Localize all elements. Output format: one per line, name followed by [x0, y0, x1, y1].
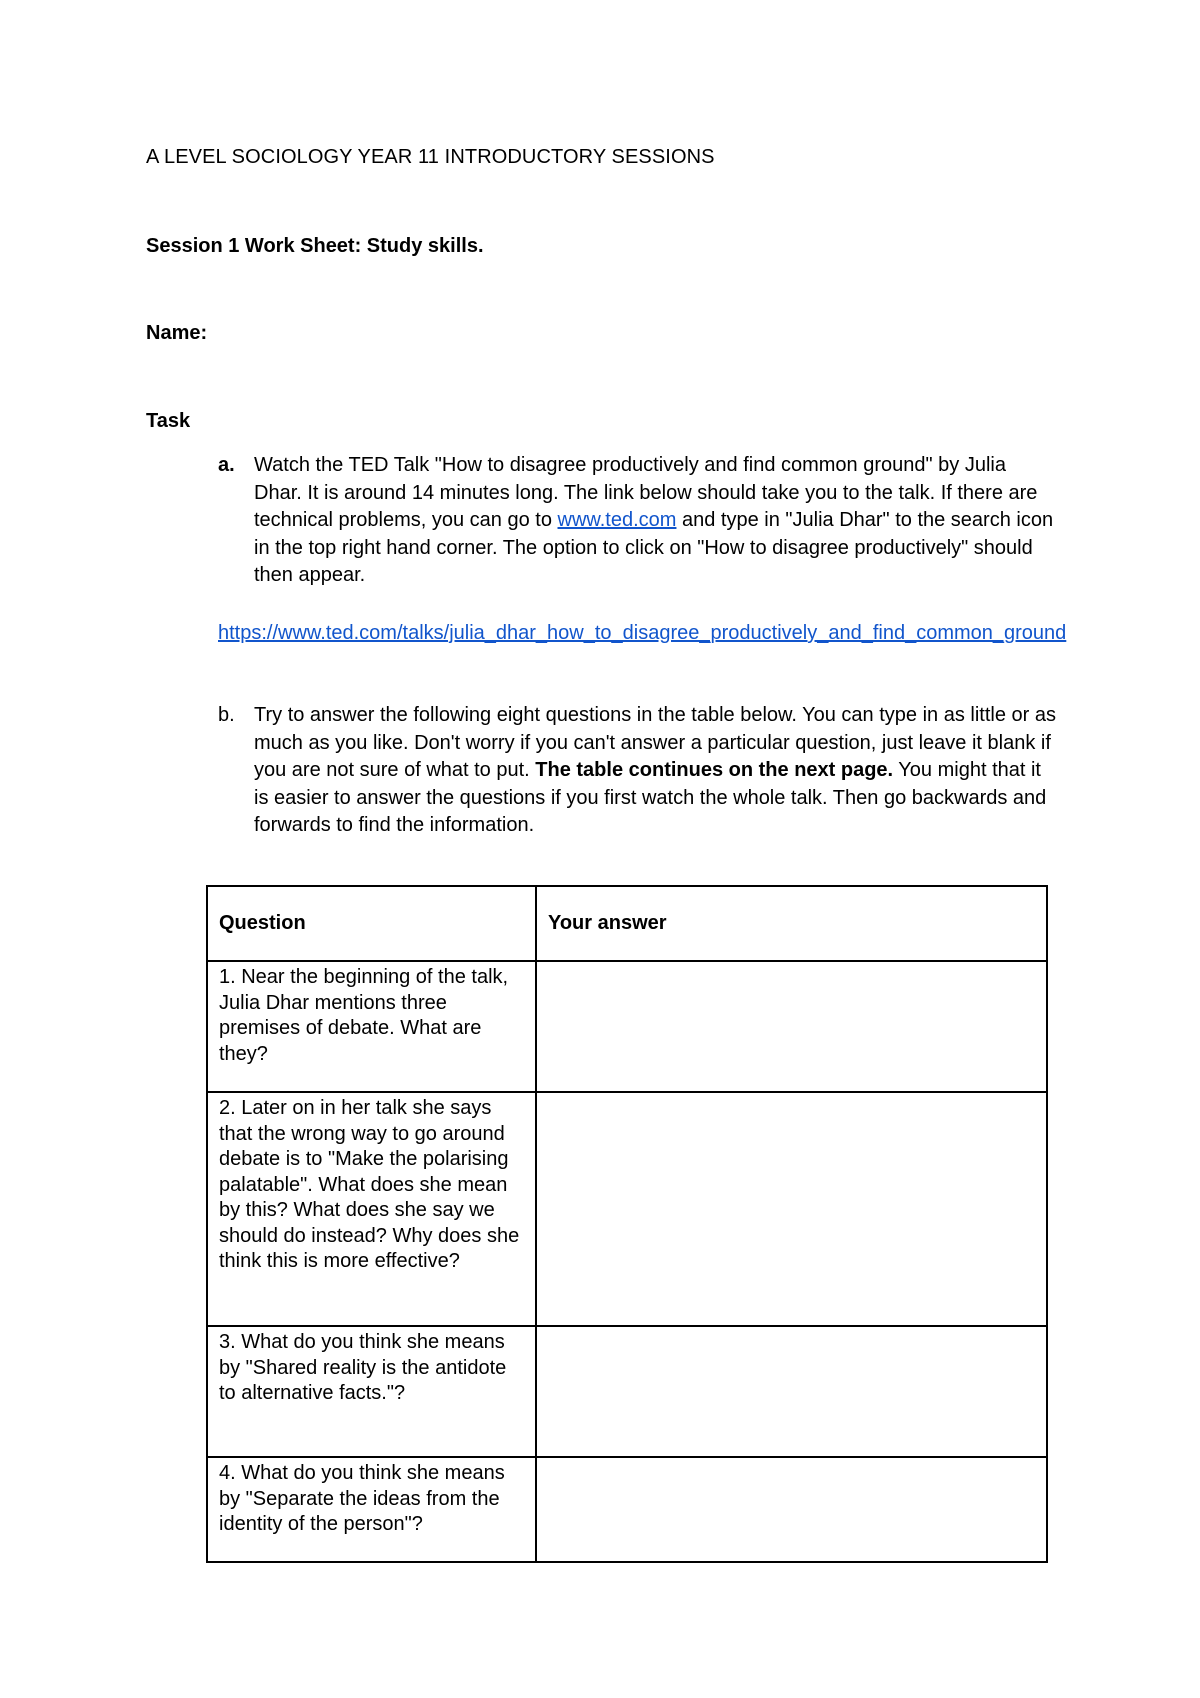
answer-cell[interactable]: [536, 1457, 1047, 1562]
header-question: Question: [207, 886, 536, 961]
table-row: [207, 1092, 1047, 1326]
task-item-a-text-2: and type in "Julia Dhar" to the search icon in the top right hand corner. The option to click on "How to disagree productively" should then appear.: [254, 509, 1054, 587]
table-row: [207, 1457, 1047, 1562]
question-cell: 4. What do you think she means by "Separate the ideas from the identity of the person"?: [207, 1457, 536, 1562]
task-item-b-text-2: You might that it is easier to answer the questions if you first watch the whole talk. Then go backwards and forwards to find the information.: [254, 759, 1047, 837]
task-item-a: [218, 452, 1058, 590]
answer-cell[interactable]: [536, 961, 1047, 1092]
question-cell: 1. Near the beginning of the talk, Julia Dhar mentions three premises of debate. What are they?: [207, 961, 536, 1092]
table-row: [207, 1326, 1047, 1457]
answer-cell[interactable]: [536, 1326, 1047, 1457]
task-item-b-text: [254, 702, 1058, 840]
session-title: Session 1 Work Sheet: Study skills.: [146, 235, 484, 257]
question-cell: 3. What do you think she means by "Shared reality is the antidote to alternative facts."?: [207, 1326, 536, 1457]
ted-home-link[interactable]: www.ted.com: [557, 509, 677, 532]
talk-url-paragraph: [218, 620, 1068, 648]
talk-url-link[interactable]: https://www.ted.com/talks/julia_dhar_how_to_disagree_productively_and_find_common_ground: [218, 622, 1067, 644]
answer-cell[interactable]: [536, 1092, 1047, 1326]
table-row: [207, 961, 1047, 1092]
table-header-row: [207, 886, 1047, 961]
list-marker-b: b.: [218, 704, 235, 726]
task-heading: Task: [146, 410, 191, 432]
header-answer: Your answer: [536, 886, 1047, 961]
task-item-b: [218, 702, 1058, 840]
list-marker-a: a.: [218, 454, 235, 476]
questions-table: [206, 885, 1048, 1563]
question-cell: 2. Later on in her talk she says that the wrong way to go around debate is to "Make the polarising palatable". What does she mean by this? What does she say we should do instead? Why does she think this is more effective?: [207, 1092, 536, 1326]
task-item-b-text-1: Try to answer the following eight questions in the table below. You can type in as little or as much as you like. Don't worry if you can't answer a particular question, just leave it blank if you are not sure of what to put.: [254, 704, 1056, 782]
document-title: A LEVEL SOCIOLOGY YEAR 11 INTRODUCTORY SESSIONS: [146, 146, 715, 168]
task-item-a-text: [254, 452, 1058, 590]
table-continues-note: The table continues on the next page.: [535, 759, 894, 782]
task-item-a-text-1: Watch the TED Talk "How to disagree productively and find common ground" by Julia Dhar. It is around 14 minutes long. The link below should take you to the talk. If there are technical problems, you can go to: [254, 454, 1038, 532]
name-label: Name:: [146, 322, 208, 344]
